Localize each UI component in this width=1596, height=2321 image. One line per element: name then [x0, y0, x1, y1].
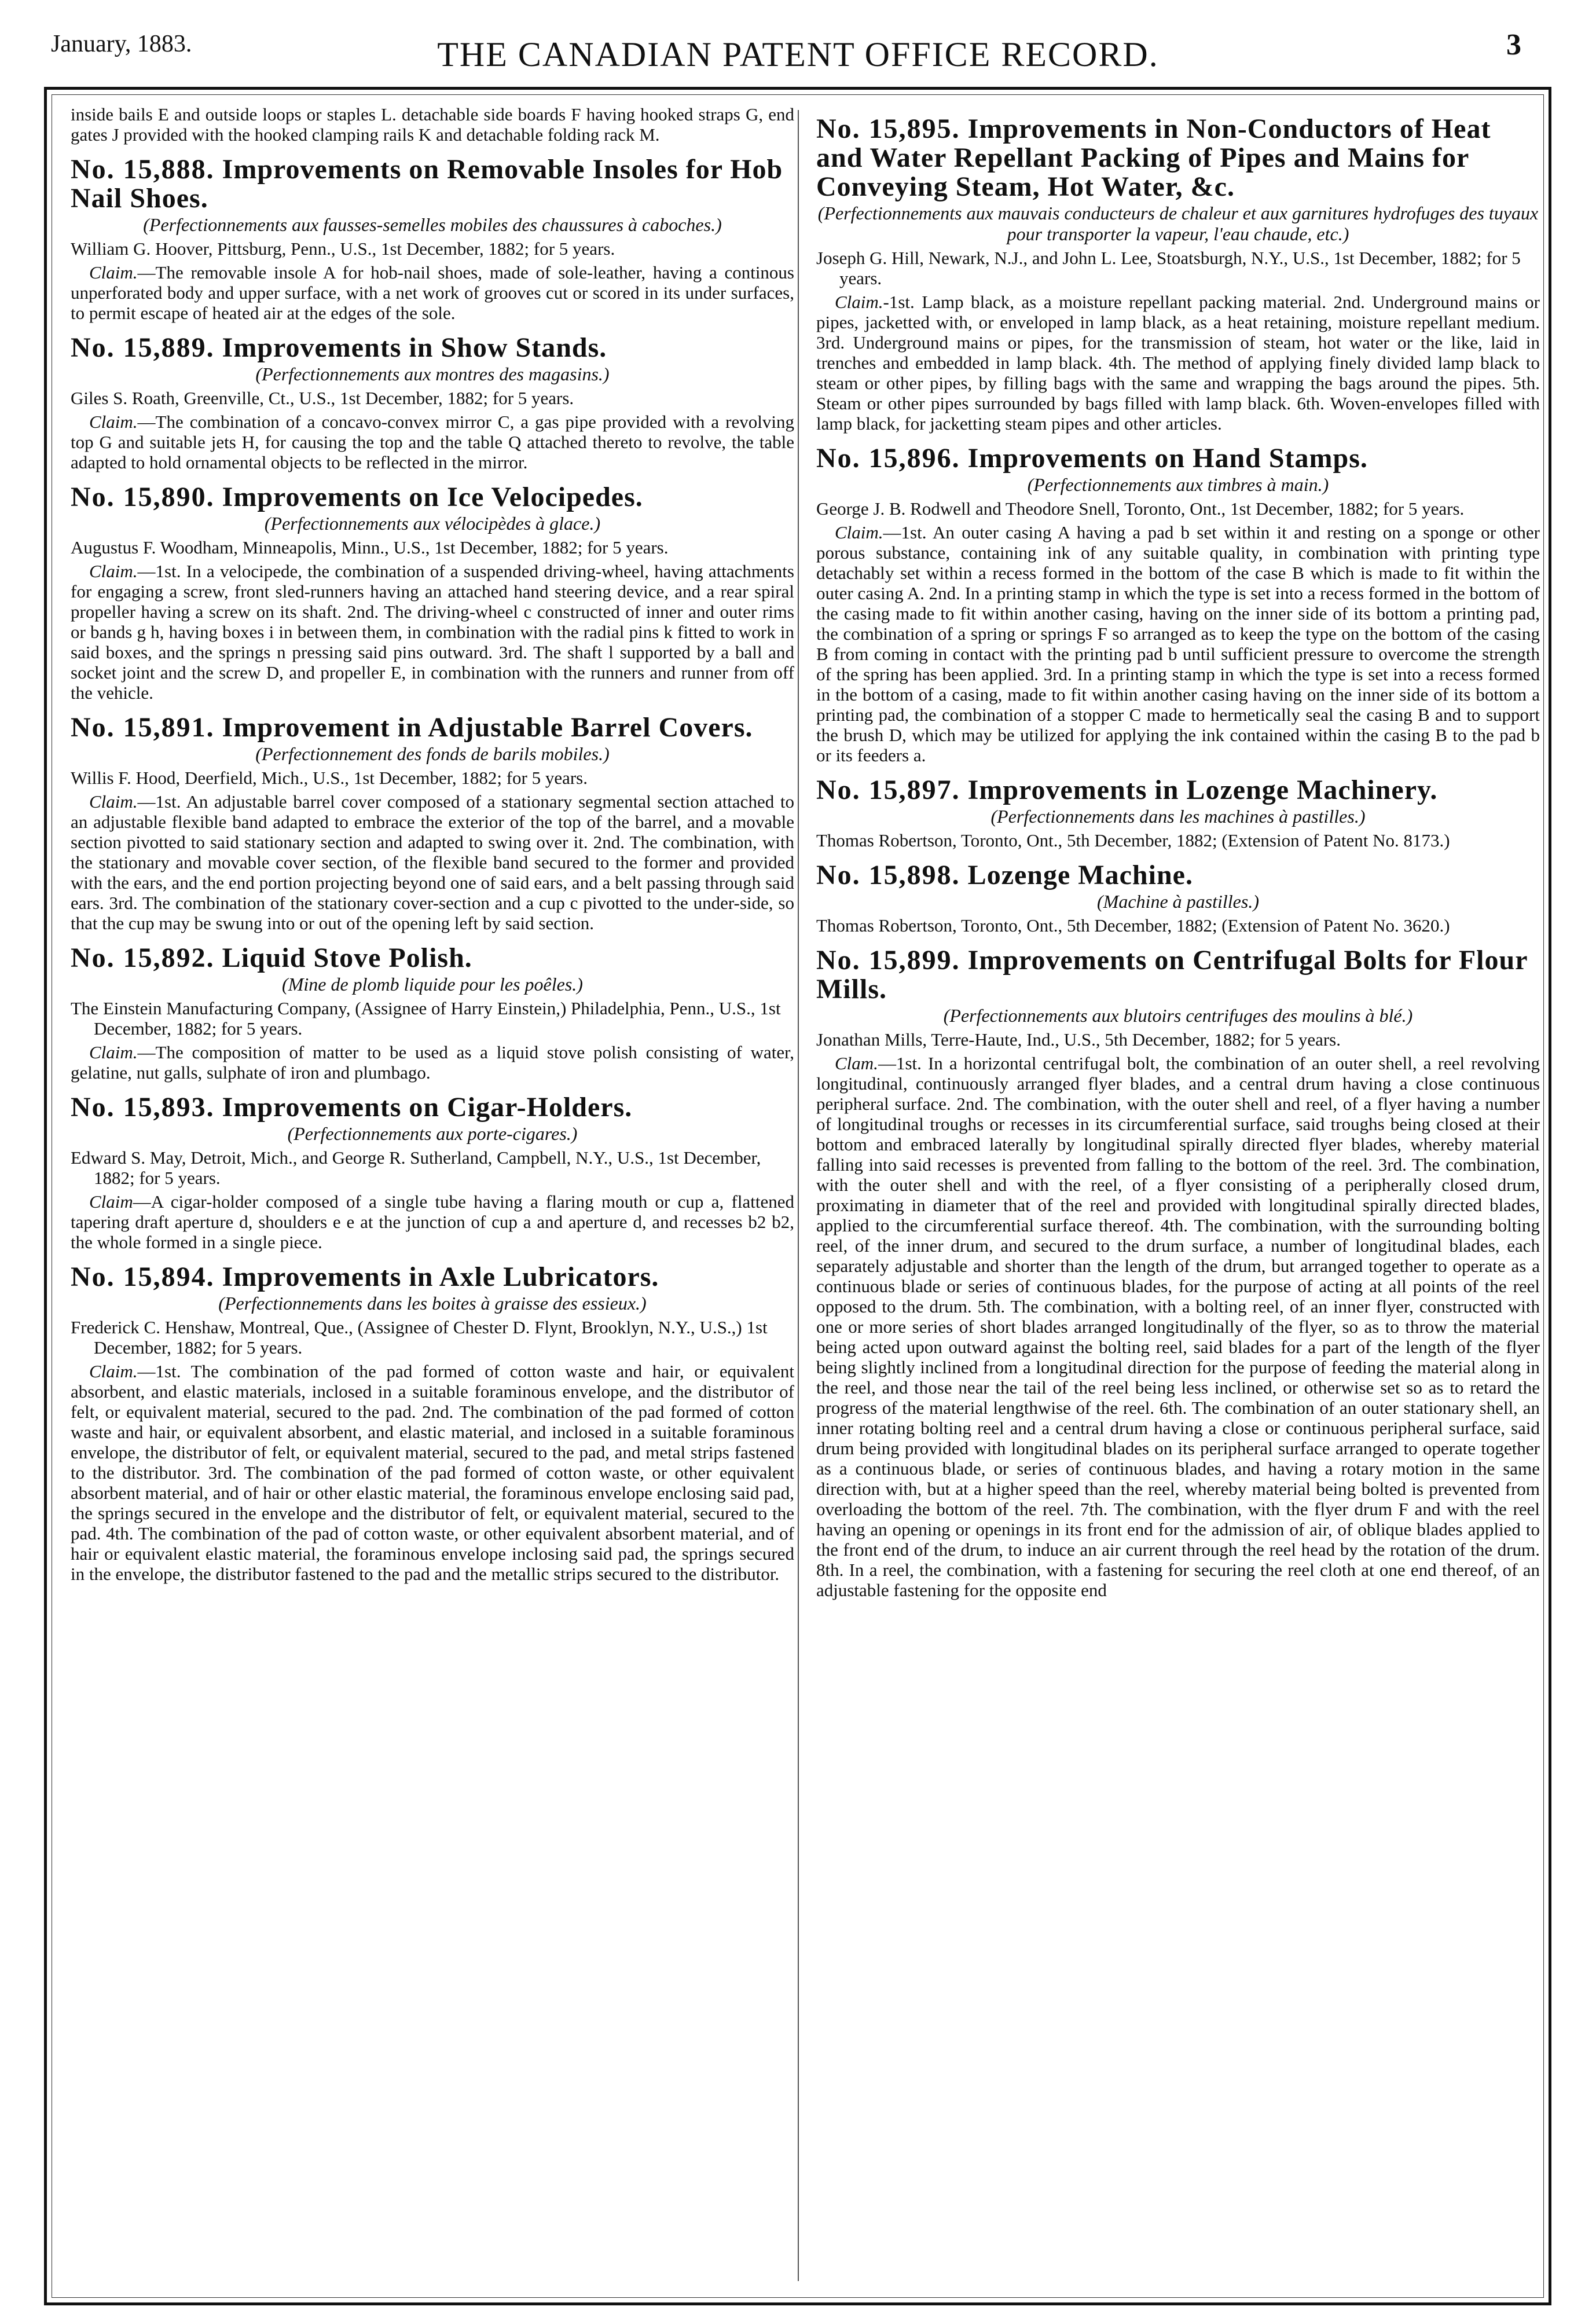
french-title: (Perfectionnements dans les machines à pastilles.) [990, 806, 1366, 827]
patent-entry [71, 944, 794, 1083]
patentee: Jonathan Mills, Terre-Haute, Ind., U.S., 5th December, 1882; for 5 years. [816, 1029, 1341, 1050]
patent-title: Improvements on Ice Velocipedes. [222, 482, 643, 512]
claim-text [816, 292, 1540, 434]
patent-entry [71, 1263, 794, 1584]
french-title: (Machine à pastilles.) [1097, 891, 1259, 912]
patent-number: No. 15,896. [816, 443, 960, 474]
patent-entry [816, 444, 1540, 765]
claim-body: —The removable insole A for hob-nail shoes, made of sole-leather, having a continous unperforated body and upper surface, with a net work of grooves cut or scored in its under surfaces, to permit escape of heated air at the edges of the sole. [71, 262, 794, 323]
french-title: (Perfectionnements aux vélocipèdes à glace.) [264, 513, 601, 534]
patent-number: No. 15,898. [816, 860, 960, 890]
claim-text [71, 561, 794, 703]
patentee: Thomas Robertson, Toronto, Ont., 5th December, 1882; (Extension of Patent No. 3620.) [816, 915, 1450, 936]
left-entries [71, 155, 794, 1584]
entry-heading [71, 1263, 794, 1292]
french-title: (Perfectionnements aux mauvais conducteurs de chaleur et aux garnitures hydrofuges des tuyaux pour transporter la vapeur, l'eau chaude, etc.) [817, 203, 1539, 244]
patent-entry [71, 483, 794, 703]
column-divider [798, 110, 799, 2281]
french-title: (Perfectionnements dans les boites à graisse des essieux.) [218, 1293, 647, 1314]
patentee: Giles S. Roath, Greenville, Ct., U.S., 1st December, 1882; for 5 years. [71, 388, 574, 408]
patent-entry [71, 1093, 794, 1252]
french-title: (Mine de plomb liquide pour les poêles.) [282, 974, 583, 995]
patent-entry [71, 713, 794, 933]
patent-entry [71, 333, 794, 472]
patentee: Edward S. May, Detroit, Mich., and George R. Sutherland, Campbell, N.Y., U.S., 1st December, 1882; for 5 years. [71, 1147, 761, 1188]
patent-entry [71, 155, 794, 323]
patent-number: No. 15,897. [816, 775, 960, 805]
patent-title: Improvements on Hand Stamps. [967, 443, 1368, 474]
entry-heading [71, 713, 794, 742]
patent-number: No. 15,888. [71, 154, 215, 185]
claim-text [71, 791, 794, 933]
patent-number: No. 15,899. [816, 945, 960, 976]
patent-title: Improvements on Removable Insoles for Hob Nail Shoes. [71, 154, 783, 214]
claim-text [71, 412, 794, 472]
patent-title: Improvements in Axle Lubricators. [222, 1262, 659, 1292]
left-column [71, 104, 794, 2281]
claim-text [816, 522, 1540, 765]
patentee: Frederick C. Henshaw, Montreal, Que., (Assignee of Chester D. Flynt, Brooklyn, N.Y., U.S.,) 1st December, 1882; for 5 years. [71, 1317, 768, 1358]
patentee: Willis F. Hood, Deerfield, Mich., U.S., 1st December, 1882; for 5 years. [71, 768, 588, 788]
claim-label: Claim. [835, 522, 883, 542]
french-title: (Perfectionnement des fonds de barils mobiles.) [255, 743, 610, 764]
entry-heading [71, 944, 794, 973]
claim-label: Claim. [89, 1042, 138, 1062]
patent-title: Improvements on Centrifugal Bolts for Flour Mills. [816, 945, 1528, 1004]
patentee: William G. Hoover, Pittsburg, Penn., U.S., 1st December, 1882; for 5 years. [71, 239, 615, 259]
french-title: (Perfectionnements aux porte-cigares.) [287, 1123, 578, 1144]
patent-number: No. 15,894. [71, 1262, 215, 1292]
right-column [816, 104, 1540, 2281]
claim-body: -1st. Lamp black, as a moisture repellant packing material. 2nd. Underground mains or pipes, jacketted with, or enveloped in lamp black, as a heat retaining, moisture repellant medium. 3rd. Underground mains or pipes, for the transmission of steam, hot water or the like, laid in trenches and embedded in lamp black. 4th. The method of applying finely divided lamp black to steam or other pipes, by filling bags with the same and wrapping the bags around the pipes. 5th. Steam or other pipes surrounded by bags filled with lamp black. 6th. Woven-envelopes filled with lamp black, for jacketting steam pipes and other articles. [816, 292, 1540, 434]
claim-text [71, 1361, 794, 1584]
claim-body: —The composition of matter to be used as a liquid stove polish consisting of water, gelatine, nut galls, sulphate of iron and plumbago. [71, 1042, 794, 1083]
claim-label: Claim. [89, 262, 138, 283]
right-entries [816, 115, 1540, 1600]
claim-label: Claim. [835, 292, 883, 312]
patentee: The Einstein Manufacturing Company, (Assignee of Harry Einstein,) Philadelphia, Penn., U.S., 1st December, 1882; for 5 years. [71, 998, 781, 1039]
patent-number: No. 15,892. [71, 943, 215, 973]
claim-body: —1st. In a velocipede, the combination of a suspended driving-wheel, having attachments for engaging a screw, front sled-runners having an attached hand steering device, and a rear spiral propeller having a screw on its shaft. 2nd. The driving-wheel c constructed of inner and outer rims or bands g h, having boxes i in between them, in combination with the radial pins k fitted to work in said boxes, and the springs n pressing said pins outward. 3rd. The shaft l supported by a ball and socket joint and the screw D, and propeller E, in combination with the runners and runner from off the vehicle. [71, 561, 794, 703]
entry-heading [816, 115, 1540, 201]
claim-label: Clam. [835, 1053, 878, 1073]
patent-title: Improvements in Show Stands. [222, 332, 607, 363]
patentee: Thomas Robertson, Toronto, Ont., 5th December, 1882; (Extension of Patent No. 8173.) [816, 830, 1450, 850]
patent-title: Improvements in Lozenge Machinery. [967, 775, 1438, 805]
patent-number: No. 15,889. [71, 332, 215, 363]
claim-text [71, 1042, 794, 1083]
patentee: Joseph G. Hill, Newark, N.J., and John L. Lee, Stoatsburgh, N.Y., U.S., 1st December, 1882; for 5 years. [816, 248, 1521, 288]
patent-entry [816, 115, 1540, 434]
entry-heading [816, 444, 1540, 473]
issue-date: January, 1883. [51, 31, 192, 57]
claim-label: Claim [89, 1191, 133, 1212]
patent-number: No. 15,895. [816, 113, 960, 144]
patent-entry [816, 861, 1540, 936]
patent-title: Liquid Stove Polish. [222, 943, 472, 973]
entry-heading [71, 333, 794, 362]
patent-entry [816, 776, 1540, 850]
french-title: (Perfectionnements aux montres des magasins.) [255, 364, 610, 384]
entry-heading [71, 155, 794, 213]
claim-text [71, 262, 794, 323]
publication-title: THE CANADIAN PATENT OFFICE RECORD. [437, 35, 1159, 74]
claim-body: —1st. An outer casing A having a pad b set within it and resting on a sponge or other porous substance, containing ink of any suitable quality, in combination with printing type detachably set within a recess formed in the bottom of the case B which is made to fit within the outer casing A. 2nd. In a printing stamp in which the type is set into a recess formed in the bottom of the casing made to fit within another casing, having on the inner side of its bottom a printing pad, the combination of a spring or springs F so arranged as to keep the type on the bottom of the casing B from coming in contact with the printing pad b until sufficient pressure to overcome the strength of the spring has been applied. 3rd. In a printing stamp in which the type is set into a recess formed in the bottom of a casing, made to fit within another casing having on the inner side of its bottom a printing pad, the combination of a stopper C made to hermetically seal the casing B and to support the brush D, which may be utilized for applying the ink contained within the casing B to the pad b or its feeders a. [816, 522, 1540, 765]
patent-entry [816, 946, 1540, 1600]
claim-label: Claim. [89, 791, 138, 812]
continuation-text: inside bails E and outside loops or staples L. detachable side boards F having hooked straps G, end gates J provided with the hooked clamping rails K and detachable folding rack M. [71, 104, 794, 145]
patent-title: Improvements in Non-Conductors of Heat and Water Repellant Packing of Pipes and Mains for Conveying Steam, Hot Water, &c. [816, 113, 1491, 202]
patent-title: Improvements on Cigar-Holders. [222, 1092, 633, 1123]
entry-heading [816, 946, 1540, 1004]
claim-body: —1st. An adjustable barrel cover composed of a stationary segmental section attached to an adjustable flexible band adapted to embrace the exterior of the top of the barrel, and a movable section pivotted to said stationary section and adapted to swing over it. 2nd. The combination, with the stationary and movable cover section, of the flexible band secured to the former and provided with the ears, and the end portion projecting beyond one of said ears, and a belt passing through said ears. 3rd. The combination of the stationary cover-section and a cup c pivotted to the under-side, so that the cup may be swung into or out of the opening left by said section. [71, 791, 794, 933]
entry-heading [816, 776, 1540, 805]
claim-label: Claim. [89, 1361, 138, 1381]
page-number: 3 [1506, 28, 1521, 61]
claim-text [816, 1053, 1540, 1600]
claim-body: —A cigar-holder composed of a single tube having a flaring mouth or cup a, flattened tapering draft aperture d, shoulders e e at the junction of cup a and aperture d, and recesses b2 b2, the whole formed in a single piece. [71, 1191, 794, 1252]
french-title: (Perfectionnements aux fausses-semelles mobiles des chaussures à caboches.) [143, 214, 722, 235]
entry-heading [816, 861, 1540, 890]
patent-number: No. 15,891. [71, 712, 215, 743]
patent-title: Lozenge Machine. [967, 860, 1193, 890]
patent-number: No. 15,890. [71, 482, 215, 512]
claim-label: Claim. [89, 561, 138, 581]
patent-number: No. 15,893. [71, 1092, 215, 1123]
claim-text [71, 1191, 794, 1252]
entry-heading [71, 1093, 794, 1122]
patent-title: Improvement in Adjustable Barrel Covers. [222, 712, 753, 743]
patentee: George J. B. Rodwell and Theodore Snell, Toronto, Ont., 1st December, 1882; for 5 years. [816, 498, 1465, 519]
entry-heading [71, 483, 794, 512]
claim-body: —1st. In a horizontal centrifugal bolt, the combination of an outer shell, a reel revolving longitudinal, continuously arranged flyer blades, and a central drum having a close continuous peripheral surface. 2nd. The combination, with the outer shell and reel, of a flyer having a number of longitudinal troughs or recesses in its circumferential surface, said troughs being closed at their bottom and embraced laterally by longitudinal spirally directed flyer blades, whereby material falling into said recesses is prevented from falling to the bottom of the reel. 3rd. The combination, with the outer shell and with the reel, of a flyer consisting of a peripherally closed drum, proximating in diameter that of the reel and provided with longitudinal spirally directed blades, applied to the circumferential surface thereof. 4th. The combination, with the surrounding bolting reel, of the inner drum, and secured to the drum surface, a number of longitudinal blades, each separately adjustable and shorter than the length of the drum, but arranged together to operate as a continuous blade or series of continuous blades, for the purpose of acting at all points of the reel opposed to the drum. 5th. The combination, with a bolting reel, of an inner flyer, constructed with one or more series of short blades arranged longitudinally of the flyer, so as to throw the material being acted upon outward against the bolting reel, said blades for a part of the length of the flyer being slightly inclined from a longitudinal direction for the purpose of feeding the material along in the reel, and those near the tail of the reel being less inclined, or otherwise set so as to retard the progress of the material lengthwise of the reel. 6th. The combination of an outer stationary shell, an inner rotating bolting reel and a central drum having a close or continuous peripheral surface, said drum being provided with longitudinal blades on its peripheral surface arranged to operate together as a continuous blade, or series of continuous blades, and having a rotary motion in the same direction with, but at a higher speed than the reel, whereby material being bolted is prevented from overloading the bottom of the reel. 7th. The combination, with the flyer drum F and with the reel having an opening or openings in its front end for the admission of air, of oblique blades applied to the front end of the drum, to induce an air current through the reel head by the rotation of the drum. 8th. In a reel, the combination, with a fastening for securing the reel cloth at one end thereof, of an adjustable fastening for the opposite end [816, 1053, 1540, 1600]
french-title: (Perfectionnements aux timbres à main.) [1027, 474, 1329, 495]
patentee: Augustus F. Woodham, Minneapolis, Minn., U.S., 1st December, 1882; for 5 years. [71, 537, 669, 558]
french-title: (Perfectionnements aux blutoirs centrifuges des moulins à blé.) [943, 1005, 1413, 1026]
claim-label: Claim. [89, 412, 138, 432]
claim-body: —The combination of a concavo-convex mirror C, a gas pipe provided with a revolving top G and suitable jets H, for causing the top and the table Q attached thereto to revolve, the table adapted to hold ornamental objects to be reflected in the mirror. [71, 412, 794, 472]
claim-body: —1st. The combination of the pad formed of cotton waste and hair, or equivalent absorbent, and elastic materials, inclosed in a suitable foraminous envelope, and the distributor of felt, or equivalent material, secured to the pad. 2nd. The combination of the pad formed of cotton waste and hair, or equivalent absorbent, and elastic material, and inclosed in a suitable foraminous envelope, the distributor of felt, or equivalent material, secured to the pad, and metal strips fastened to the distributor. 3rd. The combination of the pad formed of cotton waste, or other equivalent absorbent material, and of hair or other elastic material, the foraminous envelope enclosing said pad, the springs secured in the envelope and the distributor of felt, or equivalent material, secured to the pad. 4th. The combination of the pad of cotton waste, or other equivalent absorbent material, and of hair or equivalent elastic material, the foraminous envelope inclosing said pad, the springs secured in the envelope, the distributor fastened to the pad and the metallic strips secured to the distributor. [71, 1361, 794, 1584]
